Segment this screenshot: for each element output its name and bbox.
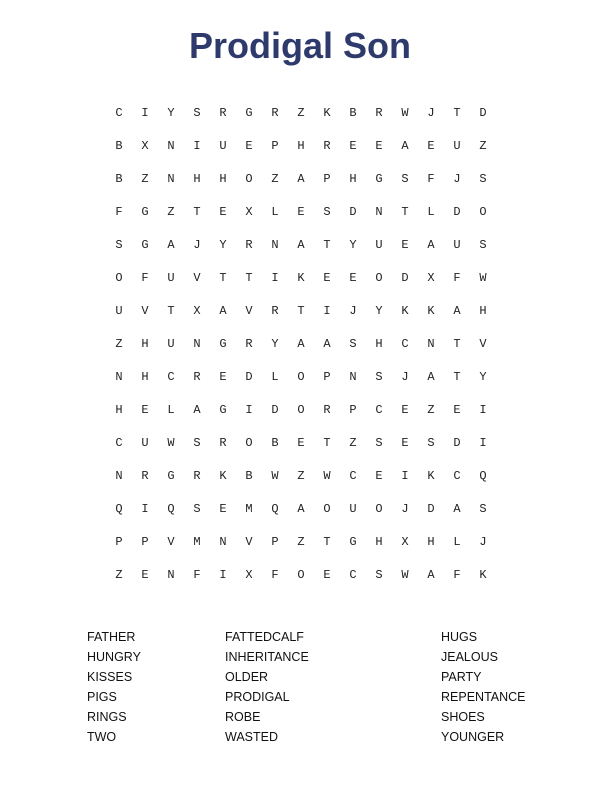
grid-letter: D (427, 502, 435, 516)
grid-letter: V (479, 337, 487, 351)
grid-letter: Y (271, 337, 279, 351)
grid-letter: D (349, 205, 357, 219)
grid-letter: R (271, 304, 279, 318)
grid-letter: B (349, 106, 357, 120)
grid-letter: Y (167, 106, 175, 120)
grid-letter: Z (427, 403, 435, 417)
grid-letter: A (427, 568, 435, 582)
grid-letter: V (141, 304, 149, 318)
grid-letter: N (427, 337, 435, 351)
grid-letter: A (297, 172, 305, 186)
grid-letter: N (349, 370, 357, 384)
grid-letter: Z (349, 436, 357, 450)
grid-letter: M (193, 535, 201, 549)
grid-letter: V (167, 535, 175, 549)
grid-letter: I (271, 271, 279, 285)
grid-letter: J (453, 172, 461, 186)
grid-letter: V (245, 535, 253, 549)
grid-letter: U (349, 502, 357, 516)
grid-letter: X (141, 139, 149, 153)
grid-letter: C (115, 436, 123, 450)
grid-letter: R (323, 403, 331, 417)
grid-letter: L (167, 403, 175, 417)
grid-letter: O (297, 370, 305, 384)
grid-letter: O (297, 403, 305, 417)
grid-letter: L (427, 205, 435, 219)
grid-letter: S (401, 172, 409, 186)
grid-letter: R (245, 337, 253, 351)
word-list-item: RINGS (87, 710, 127, 724)
grid-letter: I (141, 502, 149, 516)
grid-letter: H (193, 172, 201, 186)
grid-letter: R (193, 469, 201, 483)
grid-letter: H (479, 304, 487, 318)
grid-letter: N (167, 568, 175, 582)
grid-letter: S (375, 370, 383, 384)
grid-letter: T (453, 106, 461, 120)
grid-letter: S (193, 106, 201, 120)
grid-letter: T (453, 337, 461, 351)
grid-letter: T (323, 436, 331, 450)
grid-letter: C (375, 403, 383, 417)
word-list-item: INHERITANCE (225, 650, 309, 664)
grid-letter: H (115, 403, 123, 417)
grid-letter: W (401, 106, 409, 120)
word-list-column-3 (441, 627, 526, 747)
grid-letter: K (323, 106, 331, 120)
grid-letter: U (219, 139, 227, 153)
grid-letter: S (375, 436, 383, 450)
grid-letter: F (427, 172, 435, 186)
grid-letter: P (271, 139, 279, 153)
grid-letter: L (453, 535, 461, 549)
grid-letter: R (193, 370, 201, 384)
grid-letter: E (219, 502, 227, 516)
grid-letter: V (193, 271, 201, 285)
grid-letter: W (167, 436, 175, 450)
grid-letter: T (193, 205, 201, 219)
word-list-item: JEALOUS (441, 650, 498, 664)
grid-letter: U (115, 304, 123, 318)
grid-letter: Q (479, 469, 487, 483)
word-list-column-2 (225, 627, 309, 747)
grid-letter: E (427, 139, 435, 153)
grid-letter: U (453, 238, 461, 252)
grid-letter: P (323, 172, 331, 186)
grid-letter: H (375, 535, 383, 549)
grid-letter: D (453, 205, 461, 219)
grid-letter: A (453, 502, 461, 516)
grid-letter: Y (375, 304, 383, 318)
grid-letter: O (245, 172, 253, 186)
word-list-item: TWO (87, 730, 117, 744)
grid-letter: N (167, 139, 175, 153)
grid-letter: C (349, 568, 357, 582)
grid-letter: Z (271, 172, 279, 186)
grid-letter: Z (297, 535, 305, 549)
grid-letter: S (349, 337, 357, 351)
grid-letter: X (245, 568, 253, 582)
grid-letter: F (141, 271, 149, 285)
grid-letter: B (115, 139, 123, 153)
grid-letter: I (219, 568, 227, 582)
grid-letter: T (297, 304, 305, 318)
grid-letter: T (167, 304, 175, 318)
grid-letter: X (245, 205, 253, 219)
grid-letter: H (141, 337, 149, 351)
grid-letter: K (219, 469, 227, 483)
grid-letter: Y (479, 370, 487, 384)
grid-letter: I (479, 436, 487, 450)
grid-letter: L (271, 370, 279, 384)
grid-letter: P (323, 370, 331, 384)
grid-letter: P (271, 535, 279, 549)
grid-letter: W (271, 469, 279, 483)
grid-letter: I (323, 304, 331, 318)
grid-letter: Z (297, 106, 305, 120)
grid-letter: E (219, 370, 227, 384)
grid-letter: K (427, 304, 435, 318)
grid-letter: T (219, 271, 227, 285)
grid-letter: A (323, 337, 331, 351)
grid-letter: E (323, 271, 331, 285)
grid-letter: A (297, 502, 305, 516)
grid-letter: Q (271, 502, 279, 516)
grid-letter: E (453, 403, 461, 417)
grid-letter: S (375, 568, 383, 582)
grid-letter: Z (297, 469, 305, 483)
word-list-item: PRODIGAL (225, 690, 290, 704)
grid-letter: D (479, 106, 487, 120)
grid-letter: P (141, 535, 149, 549)
grid-letter: O (323, 502, 331, 516)
grid-letter: Y (349, 238, 357, 252)
grid-letter: F (115, 205, 123, 219)
grid-letter: U (375, 238, 383, 252)
grid-letter: E (375, 139, 383, 153)
grid-letter: A (427, 238, 435, 252)
grid-letter: Z (479, 139, 487, 153)
grid-letter: W (479, 271, 487, 285)
grid-letter: K (479, 568, 487, 582)
grid-letter: H (141, 370, 149, 384)
grid-letter: F (453, 271, 461, 285)
grid-letter: E (375, 469, 383, 483)
grid-letter: T (323, 238, 331, 252)
grid-letter: T (453, 370, 461, 384)
grid-letter: K (401, 304, 409, 318)
grid-letter: C (401, 337, 409, 351)
grid-letter: R (219, 106, 227, 120)
grid-letter: E (401, 436, 409, 450)
grid-letter: G (141, 238, 149, 252)
grid-letter: K (297, 271, 305, 285)
grid-letter: W (401, 568, 409, 582)
word-list-item: WASTED (225, 730, 279, 744)
word-list-item: OLDER (225, 670, 269, 684)
grid-letter: U (167, 271, 175, 285)
word-list-item: HUGS (441, 630, 478, 644)
grid-letter: D (401, 271, 409, 285)
grid-letter: S (427, 436, 435, 450)
grid-letter: G (245, 106, 253, 120)
word-list-item: KISSES (87, 670, 133, 684)
grid-letter: Z (141, 172, 149, 186)
word-list-item: PIGS (87, 690, 117, 704)
grid-letter: B (245, 469, 253, 483)
word-list-item: HUNGRY (87, 650, 141, 664)
grid-letter: E (245, 139, 253, 153)
grid-letter: E (219, 205, 227, 219)
grid-letter: F (271, 568, 279, 582)
grid-letter: I (245, 403, 253, 417)
grid-letter: K (427, 469, 435, 483)
grid-letter: V (245, 304, 253, 318)
grid-letter: P (115, 535, 123, 549)
grid-letter: E (401, 403, 409, 417)
grid-letter: R (375, 106, 383, 120)
grid-letter: H (219, 172, 227, 186)
grid-letter: G (375, 172, 383, 186)
grid-letter: U (453, 139, 461, 153)
grid-letter: S (193, 502, 201, 516)
grid-letter: E (297, 205, 305, 219)
grid-letter: G (167, 469, 175, 483)
grid-letter: S (479, 172, 487, 186)
grid-letter: J (401, 502, 409, 516)
grid-letter: B (115, 172, 123, 186)
grid-letter: N (193, 337, 201, 351)
grid-letter: L (271, 205, 279, 219)
grid-letter: R (141, 469, 149, 483)
grid-letter: N (271, 238, 279, 252)
grid-letter: T (401, 205, 409, 219)
grid-letter: W (323, 469, 331, 483)
grid-letter: J (479, 535, 487, 549)
grid-letter: R (271, 106, 279, 120)
grid-letter: F (453, 568, 461, 582)
grid-letter: R (323, 139, 331, 153)
grid-letter: S (479, 502, 487, 516)
grid-letter: A (219, 304, 227, 318)
grid-letter: B (271, 436, 279, 450)
grid-letter: U (141, 436, 149, 450)
grid-letter: D (245, 370, 253, 384)
grid-letter: S (115, 238, 123, 252)
grid-letter: G (141, 205, 149, 219)
grid-letter: X (427, 271, 435, 285)
grid-letter: I (193, 139, 201, 153)
grid-letter: J (427, 106, 435, 120)
grid-letter: T (245, 271, 253, 285)
word-list-column-1 (87, 627, 141, 747)
grid-letter: A (193, 403, 201, 417)
grid-letter: E (141, 568, 149, 582)
grid-letter: I (401, 469, 409, 483)
grid-letter: J (193, 238, 201, 252)
grid-letter: P (349, 403, 357, 417)
word-list-item: FATTEDCALF (225, 630, 304, 644)
grid-letter: O (297, 568, 305, 582)
grid-letter: H (349, 172, 357, 186)
grid-letter: D (271, 403, 279, 417)
grid-letter: O (115, 271, 123, 285)
grid-letter: I (141, 106, 149, 120)
grid-letter: C (453, 469, 461, 483)
grid-letter: N (375, 205, 383, 219)
grid-letter: N (167, 172, 175, 186)
grid-letter: A (167, 238, 175, 252)
grid-letter: S (479, 238, 487, 252)
grid-letter: X (401, 535, 409, 549)
grid-letter: S (193, 436, 201, 450)
grid-letter: F (193, 568, 201, 582)
grid-letter: Q (115, 502, 123, 516)
grid-letter: J (349, 304, 357, 318)
word-list-item: FATHER (87, 630, 136, 644)
grid-letter: Z (167, 205, 175, 219)
page-title: Prodigal Son (188, 25, 411, 66)
grid-letter: E (323, 568, 331, 582)
grid-letter: Z (115, 568, 123, 582)
grid-letter: R (219, 436, 227, 450)
letter-grid (106, 97, 496, 592)
grid-letter: C (115, 106, 123, 120)
grid-letter: O (375, 271, 383, 285)
grid-letter: G (349, 535, 357, 549)
grid-letter: J (401, 370, 409, 384)
grid-letter: O (375, 502, 383, 516)
grid-letter: H (297, 139, 305, 153)
grid-letter: C (167, 370, 175, 384)
grid-letter: U (167, 337, 175, 351)
grid-letter: C (349, 469, 357, 483)
grid-letter: A (297, 337, 305, 351)
grid-letter: A (427, 370, 435, 384)
word-list-item: YOUNGER (441, 730, 505, 744)
grid-letter: G (219, 337, 227, 351)
word-list-item: ROBE (225, 710, 261, 724)
grid-letter: E (349, 139, 357, 153)
grid-letter: H (375, 337, 383, 351)
grid-letter: E (349, 271, 357, 285)
grid-letter: O (245, 436, 253, 450)
word-list-item: REPENTANCE (441, 690, 526, 704)
grid-letter: N (115, 370, 123, 384)
grid-letter: Y (219, 238, 227, 252)
grid-letter: G (219, 403, 227, 417)
grid-letter: Z (115, 337, 123, 351)
grid-letter: H (427, 535, 435, 549)
grid-letter: A (453, 304, 461, 318)
grid-letter: I (479, 403, 487, 417)
grid-letter: E (401, 238, 409, 252)
grid-letter: E (297, 436, 305, 450)
grid-letter: A (297, 238, 305, 252)
grid-letter: A (401, 139, 409, 153)
grid-letter: R (245, 238, 253, 252)
grid-letter: O (479, 205, 487, 219)
grid-letter: N (115, 469, 123, 483)
word-list-item: PARTY (441, 670, 482, 684)
grid-letter: E (141, 403, 149, 417)
grid-letter: M (245, 502, 253, 516)
word-list-item: SHOES (441, 710, 485, 724)
grid-letter: Q (167, 502, 175, 516)
grid-letter: X (193, 304, 201, 318)
grid-letter: T (323, 535, 331, 549)
grid-letter: S (323, 205, 331, 219)
grid-letter: D (453, 436, 461, 450)
grid-letter: N (219, 535, 227, 549)
